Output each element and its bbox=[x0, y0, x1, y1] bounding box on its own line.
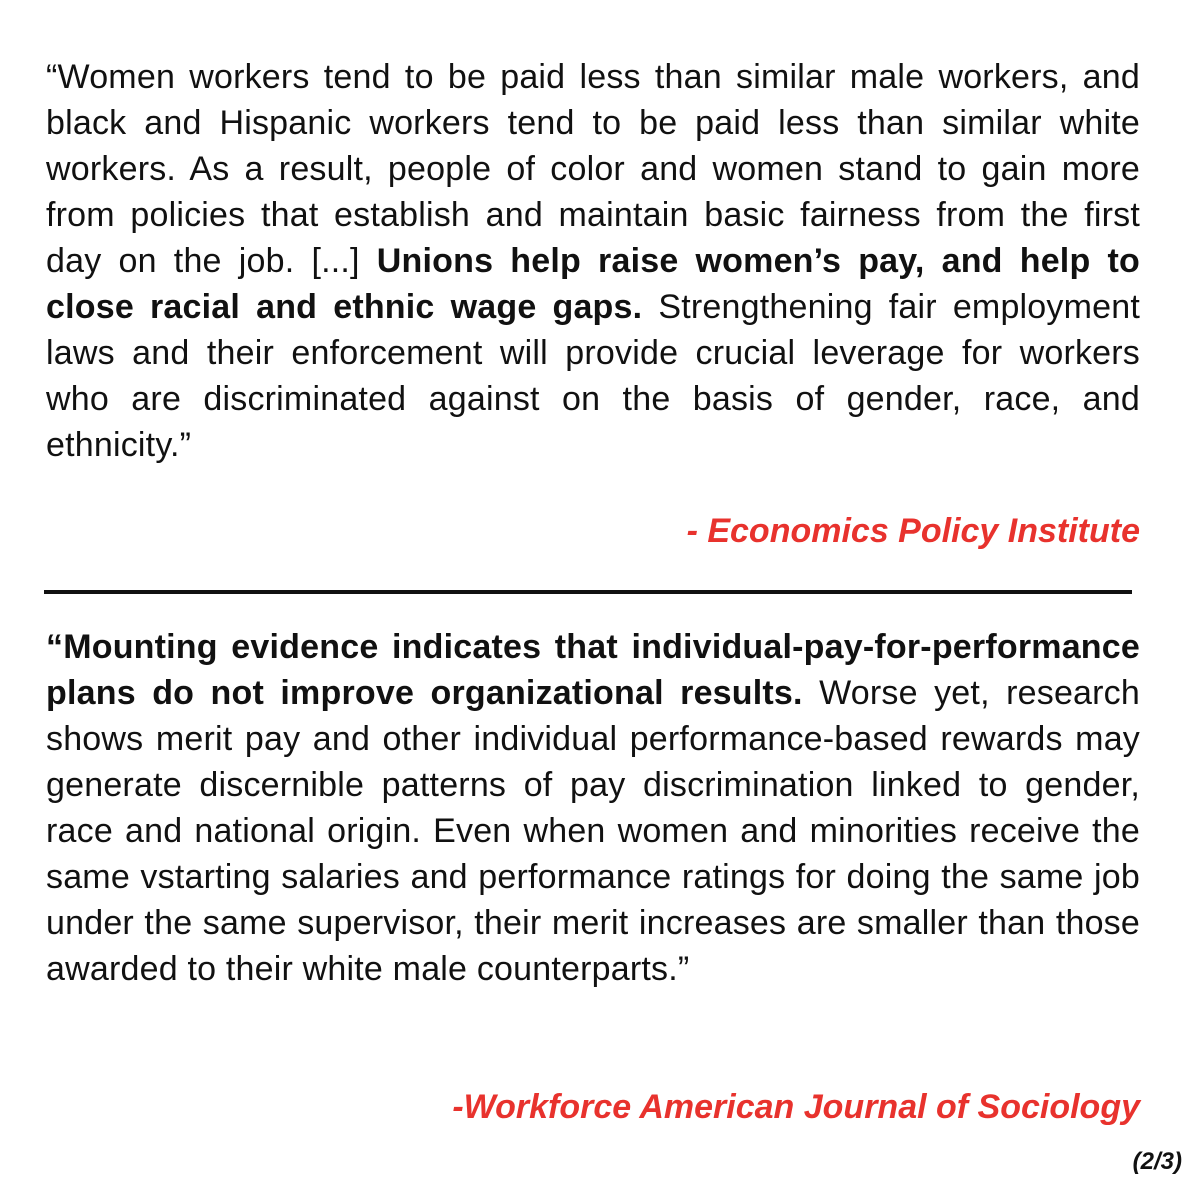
quote-sociology bbox=[46, 624, 1140, 992]
quote-sociology-bold-claim: “Mounting evidence indicates that individual-pay-for-performance plans do not improve organizational results. bbox=[46, 628, 1140, 712]
quote-sociology-text-after: Worse yet, research shows merit pay and other individual performance-based rewards may generate discernible patterns of pay discrimination linked to gender, race and national origin. Even when women and minorities receive the same vstarting salaries and performance ratings for doing the same job under the same supervisor, their merit increases are smaller than those awarded to their white male counterparts.” bbox=[46, 674, 1140, 988]
page-indicator: (2/3) bbox=[1132, 1148, 1182, 1175]
quote-epi bbox=[46, 54, 1140, 468]
quote-epi-text-before: “Women workers tend to be paid less than similar male workers, and black and Hispanic workers tend to be paid less than similar white workers. As a result, people of color and women stand to gain more from policies that establish and maintain basic fairness from the first day on the job. [...] bbox=[46, 58, 1140, 280]
attribution-sociology: -Workforce American Journal of Sociology bbox=[452, 1088, 1140, 1126]
attribution-epi: - Economics Policy Institute bbox=[686, 512, 1140, 550]
quote-epi-text-after: Strengthening fair employment laws and their enforcement will provide crucial leverage for workers who are discriminated against on the basis of gender, race, and ethnicity.” bbox=[46, 288, 1141, 464]
section-divider bbox=[44, 590, 1132, 594]
quote-epi-bold-claim: Unions help raise women’s pay, and help to close racial and ethnic wage gaps. bbox=[46, 242, 1140, 326]
